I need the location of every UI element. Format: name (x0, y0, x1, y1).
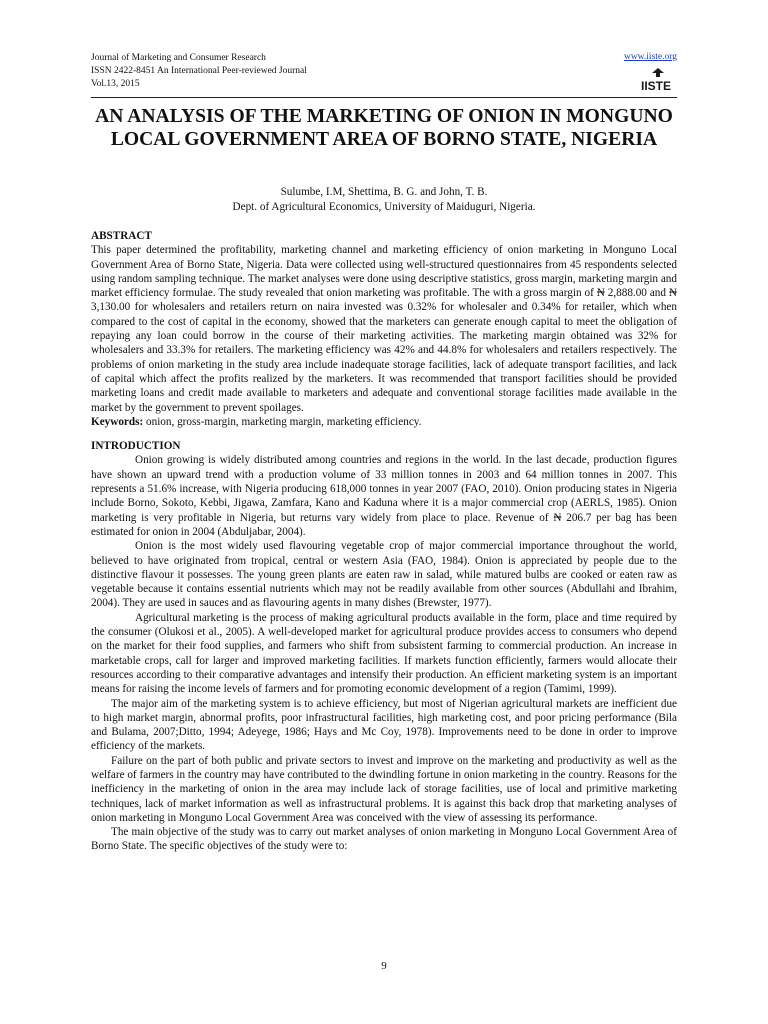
intro-paragraph-5: Failure on the part of both public and private sectors to invest and improve on the marketing and productivity as well as the welfare of farmers in the country may have contributed to the dwindling fortune in onion marketing in the country. Reasons for the inefficiency in the marketing of onion in the area may include lack of storage facilities, use of local and primitive marketing techniques, lack of market information as well as infrastructural problems. It is against this back drop that marketing analyses of onion marketing in Monguno Local Government Area was conceived with the view of assessing its performance. (91, 754, 677, 824)
abstract-heading: ABSTRACT (91, 230, 152, 242)
intro-paragraph-3: Agricultural marketing is the process of making agricultural products available in the form, place and time required by the consumer (Olukosi et al., 2005). A well-developed market for agricultural produce provides access to consumers who depend on the market for their food supplies, and farmers who shift from subsistent farming to commercial production. An increase in marketable crops, call for larger and improved marketing facilities. If markets function efficiently, farmers would allocate their resources according to their comparative advantages and intensify their production. An efficient marketing system is an important means for raising the income levels of farmers and for promoting economic development of a region (Tamimi, 1999). (91, 611, 677, 696)
journal-volume: Vol.13, 2015 (91, 78, 140, 89)
page-number: 9 (381, 960, 387, 972)
author-block (91, 185, 677, 215)
header-divider (91, 97, 677, 98)
author-names: Sulumbe, I.M, Shettima, B. G. and John, T. B. (280, 186, 488, 198)
journal-issn: ISSN 2422-8451 An International Peer-reviewed Journal (91, 65, 307, 76)
intro-paragraph-6: The main objective of the study was to carry out market analyses of onion marketing in Monguno Local Government Area of Borno State. The specific objectives of the study were to: (91, 826, 677, 853)
logo-text: IISTE (640, 79, 672, 92)
journal-info (91, 52, 307, 90)
keywords-list: onion, gross-margin, marketing margin, marketing efficiency. (143, 415, 422, 428)
journal-url-link[interactable]: www.iiste.org (623, 52, 677, 62)
journal-name: Journal of Marketing and Consumer Research (91, 53, 266, 63)
paper-title: AN ANALYSIS OF THE MARKETING OF ONION IN MONGUNO LOCAL GOVERNMENT AREA OF BORNO STATE, NIGERIA (95, 106, 673, 150)
iiste-logo-icon (636, 64, 676, 92)
abstract-text: This paper determined the profitability, marketing channel and marketing efficiency of onion marketing in Monguno Local Government Area of Borno State, Nigeria. Data were collected using well-structured questionnaires from 45 respondents selected using random sampling technique. The market analyses were done using descriptive statistics, gross margin, marketing margin and market efficiency formulae. The study revealed that onion marketing was profitable. The with a gross margin of ₦ 2,888.00 and ₦ 3,130.00 for wholesalers and retailers return on naira invested was 0.32% for wholesaler and 0.34% for retailer, which when compared to the cost of capital in the economy, showed that the marketers can generate enough capital to meet the obligation of repaying any loan could borrow in the course of their marketing activities. The marketing margin obtained was 32% for wholesalers and 33.3% for retailers. The marketing efficiency was 42% and 44.8% for wholesalers and retailers respectively. The problems of onion marketing in the study area include inadequate storage facilities, lack of adequate transport facilities, and lack of capital which affect the profits realized by the marketers. It was recommended that transport facilities should be provided marketing loans and credit made available to marketers and adequate and conventional storage facilities made available in the market by the government to prevent spoilages. (91, 244, 677, 414)
keywords-line (91, 415, 677, 429)
intro-paragraph-1: Onion growing is widely distributed among countries and regions in the world. In the last decade, production figures have shown an upward trend with a production volume of 33 million tonnes in 2003 and 64 million tonnes in 2007. This represents a 51.6% increase, with Nigeria producing 618,000 tonnes in year 2007 (FAO, 2010). Onion producing states in Nigeria include Borno, Sokoto, Kebbi, Jigawa, Zamfara, Kano and Kaduna where it is a major commercial crop (AERLS, 1985). Onion marketing is very profitable in Nigeria, but returns vary widely from place to place. Revenue of ₦ 206.7 per bag has been estimated for onion in 2004 (Abduljabar, 2004). (91, 454, 677, 538)
paper-body (91, 229, 677, 854)
section-gap (91, 429, 677, 439)
introduction-heading: INTRODUCTION (91, 440, 181, 453)
author-affiliation: Dept. of Agricultural Economics, University of Maiduguri, Nigeria. (232, 201, 536, 213)
journal-header (91, 52, 677, 98)
intro-paragraph-4: The major aim of the marketing system is to achieve efficiency, but most of Nigerian agricultural markets are inefficient due to high market margin, abnormal profits, poor infrastructural facilities, high marketing cost, and poor pricing performance (Bila and Bulama, 2007;Ditto, 1994; Adeyege, 1986; Hays and Mc Coy, 1978). Improvements need to be done in order to improve efficiency of the markets. (91, 697, 677, 753)
keywords-label: Keywords: (91, 415, 144, 428)
intro-paragraph-2: Onion is the most widely used flavouring vegetable crop of major commercial importance throughout the world, believed to have originated from tropical, central or western Asia (FAO, 1984). Onion is appreciated by people due to the distinctive flavour it possesses. The young green plants are eaten raw in salad, while matured bulbs are cooked or eaten raw as vegetable because it contains essential nutrients which may not be readily available from other sources (Abdullahi and Ibrahim, 2004). They are used in sauces and as flavouring agents in many dishes (Brewster, 1977). (91, 540, 677, 610)
